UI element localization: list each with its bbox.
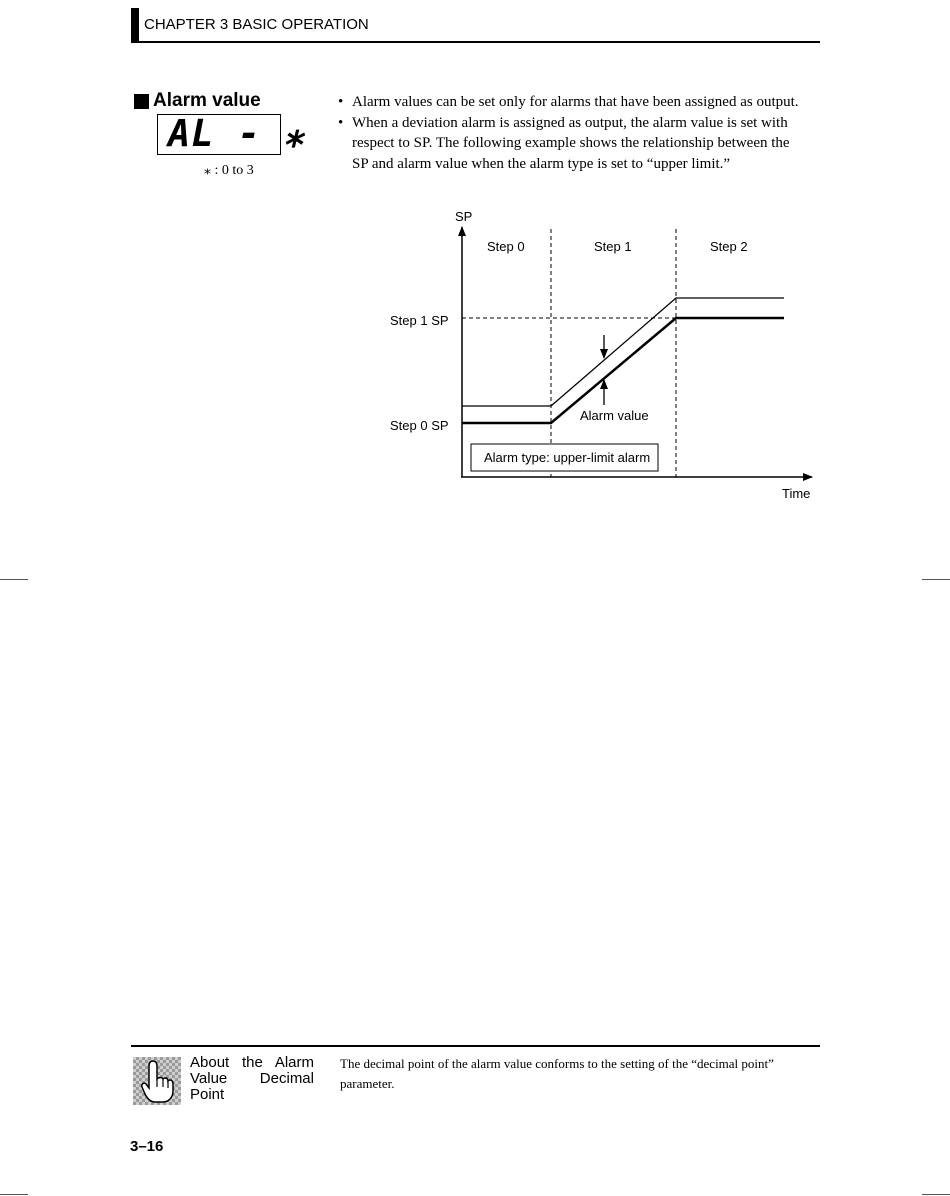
alarm-line — [462, 298, 784, 406]
x-axis-label: Time — [782, 486, 811, 501]
bullet-item: • Alarm values can be set only for alarms that have been assigned as output. — [338, 92, 808, 113]
header-bar — [131, 8, 139, 43]
header-rule — [131, 41, 820, 43]
bullet-list — [338, 92, 808, 174]
alarm-value-label: Alarm value — [580, 408, 649, 423]
note-title: About the Alarm Value Decimal Point — [190, 1054, 314, 1103]
section-title: Alarm value — [153, 90, 261, 111]
crop-mark — [0, 579, 28, 580]
alarm-value-diagram — [380, 205, 820, 505]
bullet-item: • When a deviation alarm is assigned as output, the alarm value is set with respect to SP. The following example shows the relationship between the SP and alarm value when the alarm type is set to “upper limit.” — [338, 113, 808, 175]
pointing-hand-icon — [133, 1057, 181, 1105]
step1-sp-label: Step 1 SP — [390, 313, 449, 328]
crop-mark — [922, 579, 950, 580]
step0-sp-label: Step 0 SP — [390, 418, 449, 433]
page-number: 3–16 — [130, 1138, 164, 1155]
note-text: The decimal point of the alarm value conforms to the setting of the “decimal point” parameter. — [340, 1056, 774, 1091]
y-axis-label: SP — [455, 209, 473, 224]
step-label: Step 2 — [710, 239, 748, 254]
alarm-type-label: Alarm type: upper-limit alarm — [484, 450, 651, 465]
section-marker — [134, 94, 149, 109]
step-label: Step 0 — [487, 239, 525, 254]
crop-mark — [922, 1194, 950, 1195]
note-rule — [131, 1045, 820, 1047]
crop-mark — [0, 1194, 28, 1195]
step-label: Step 1 — [594, 239, 632, 254]
parameter-range: ⁎ : 0 to 3 — [204, 163, 254, 178]
parameter-display-text: AL - ⁎ — [168, 112, 304, 155]
chapter-header: CHAPTER 3 BASIC OPERATION — [144, 16, 369, 33]
